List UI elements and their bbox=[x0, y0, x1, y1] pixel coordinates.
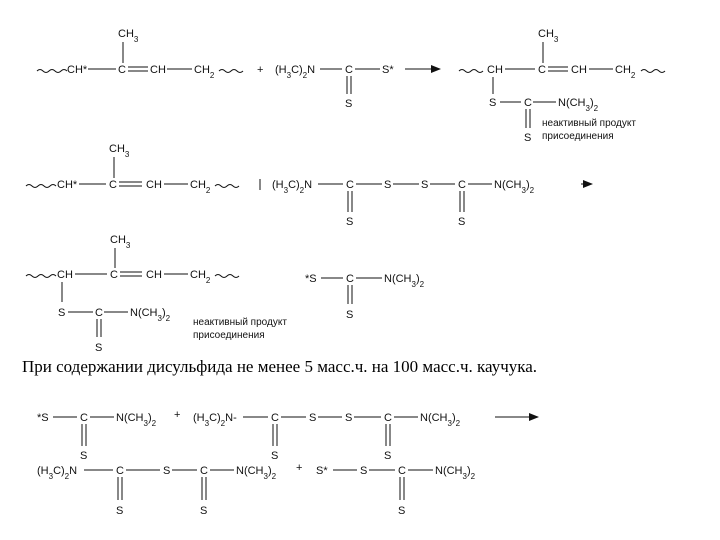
dimethylamino-group: $N(CH_3)_2$ bbox=[558, 97, 599, 113]
ch-atom: CH bbox=[571, 64, 587, 76]
ch-radical: CH* bbox=[57, 179, 78, 191]
ch2-group: $CH_2$ bbox=[194, 64, 215, 80]
c-atom: C bbox=[538, 64, 546, 76]
polymer-chain-wave bbox=[215, 275, 239, 278]
thione-sulfur: S bbox=[458, 216, 466, 228]
ch-atom: CH bbox=[57, 269, 73, 281]
c-atom: C bbox=[271, 412, 279, 424]
polymer-chain-wave bbox=[641, 70, 665, 73]
thione-sulfur: S bbox=[200, 505, 208, 517]
sulfur-atom: S bbox=[421, 179, 429, 191]
ch2-group: $CH_2$ bbox=[190, 179, 211, 195]
dimethylamino-group: $N(CH_3)_2$ bbox=[384, 273, 425, 289]
c-atom: C bbox=[118, 64, 126, 76]
reaction-3-products bbox=[37, 462, 476, 517]
ch3-group: $CH_3$ bbox=[109, 143, 130, 159]
sulfur-atom: S bbox=[360, 465, 368, 477]
plus-sign: + bbox=[296, 462, 303, 474]
thione-sulfur: S bbox=[346, 309, 354, 321]
thiyl-radical: S* bbox=[382, 64, 394, 76]
thiyl-radical: *S bbox=[37, 412, 49, 424]
c-atom: C bbox=[80, 412, 88, 424]
ch-atom: CH bbox=[487, 64, 503, 76]
thione-sulfur: S bbox=[271, 450, 279, 462]
ch-radical: CH* bbox=[67, 64, 88, 76]
condition-note: При содержании дисульфида не менее 5 масс.ч. на 100 масс.ч. каучука. bbox=[22, 357, 538, 376]
c-atom: C bbox=[384, 412, 392, 424]
dimethylamino-group: $(H_3C)_2N$ bbox=[275, 64, 316, 80]
c-atom: C bbox=[346, 273, 354, 285]
thione-sulfur: S bbox=[345, 98, 353, 110]
ch2-group: $CH_2$ bbox=[190, 269, 211, 285]
dimethylamino-group: $N(CH_3)_2$ bbox=[435, 465, 476, 481]
thione-sulfur: S bbox=[80, 450, 88, 462]
sulfur-atom: S bbox=[163, 465, 171, 477]
thiyl-radical: S* bbox=[316, 465, 328, 477]
inactive-product-label: неактивный продукт bbox=[542, 118, 636, 129]
sulfur-atom: S bbox=[384, 179, 392, 191]
c-atom: C bbox=[458, 179, 466, 191]
dimethylamino-group: $N(CH_3)_2$ bbox=[236, 465, 277, 481]
polymer-chain-wave bbox=[215, 185, 239, 188]
inactive-product-label: присоединения bbox=[542, 131, 614, 142]
thione-sulfur: S bbox=[524, 132, 532, 144]
polymer-chain-wave bbox=[37, 70, 67, 73]
reaction-2 bbox=[26, 143, 592, 228]
c-atom: C bbox=[346, 179, 354, 191]
thione-sulfur: S bbox=[346, 216, 354, 228]
ch-atom: CH bbox=[146, 269, 162, 281]
thiyl-radical: *S bbox=[305, 273, 317, 285]
polymer-chain-wave bbox=[26, 275, 56, 278]
inactive-product-label: присоединения bbox=[193, 330, 265, 341]
c-atom: C bbox=[345, 64, 353, 76]
ch3-group: $CH_3$ bbox=[538, 28, 559, 44]
thione-sulfur: S bbox=[398, 505, 406, 517]
sulfur-atom: S bbox=[345, 412, 353, 424]
dimethylamino-group: $(H_3C)_2N-$ bbox=[193, 412, 237, 428]
dimethylamino-group: $N(CH_3)_2$ bbox=[494, 179, 535, 195]
polymer-chain-wave bbox=[459, 70, 483, 73]
dimethylamino-group: $(H_3C)_2N$ bbox=[37, 465, 78, 481]
dimethylamino-group: $N(CH_3)_2$ bbox=[116, 412, 157, 428]
reaction-3 bbox=[37, 409, 538, 462]
c-atom: C bbox=[110, 269, 118, 281]
c-atom: C bbox=[200, 465, 208, 477]
dimethylamino-group: $(H_3C)_2N$ bbox=[272, 179, 313, 195]
dimethylamino-group: $N(CH_3)_2$ bbox=[130, 307, 171, 323]
polymer-chain-wave bbox=[219, 70, 243, 73]
thione-sulfur: S bbox=[95, 342, 103, 354]
plus-sign: + bbox=[174, 409, 181, 421]
dimethylamino-group: $N(CH_3)_2$ bbox=[420, 412, 461, 428]
c-atom: C bbox=[116, 465, 124, 477]
c-atom: C bbox=[109, 179, 117, 191]
inactive-product-label: неактивный продукт bbox=[193, 317, 287, 328]
sulfur-atom: S bbox=[309, 412, 317, 424]
plus-sign: + bbox=[257, 64, 264, 76]
thioether-sulfur: S bbox=[489, 97, 497, 109]
ch3-group: $CH_3$ bbox=[110, 234, 131, 250]
thione-sulfur: S bbox=[384, 450, 392, 462]
ch3-group: $CH_3$ bbox=[118, 28, 139, 44]
reaction-2-products bbox=[26, 234, 425, 354]
thioether-sulfur: S bbox=[58, 307, 66, 319]
ch-atom: CH bbox=[146, 179, 162, 191]
polymer-chain-wave bbox=[26, 185, 56, 188]
ch-atom: CH bbox=[150, 64, 166, 76]
c-atom: C bbox=[524, 97, 532, 109]
ch2-group: $CH_2$ bbox=[615, 64, 636, 80]
c-atom: C bbox=[95, 307, 103, 319]
thione-sulfur: S bbox=[116, 505, 124, 517]
c-atom: C bbox=[398, 465, 406, 477]
reaction-1 bbox=[37, 28, 665, 144]
